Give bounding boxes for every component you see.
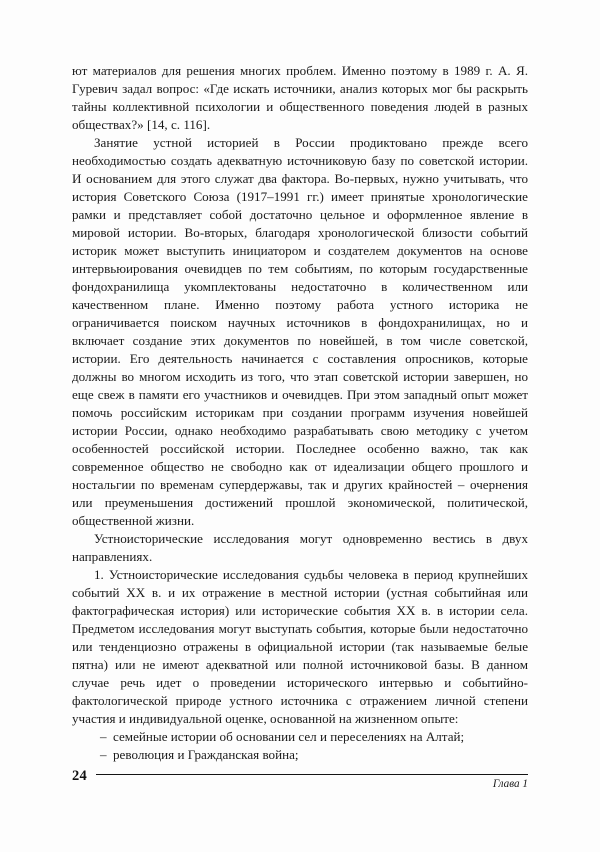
dash-marker-icon: – (100, 747, 107, 762)
list-item-label: революция и Гражданская война; (113, 747, 299, 762)
list-item (72, 746, 528, 764)
page-number: 24 (72, 768, 87, 784)
paragraph-1: ют материалов для решения многих проблем. Именно поэтому в 1989 г. А. Я. Гуревич задал вопрос: «Где искать источники, анализ которых мог бы раскрыть тайны коллективной психологии и общественного поведения людей в разных обществах?» [14, с. 116]. (72, 63, 528, 132)
page-footer (72, 768, 528, 808)
text-column (72, 62, 528, 764)
dash-marker-icon: – (100, 729, 107, 744)
paragraph-2: Занятие устной историей в России продиктовано прежде всего необходимостью создать адекватную источниковую базу по советской истории. И основанием для этого служат два фактора. Во-первых, нужно учитывать, что история Советского Союза (1917–1991 гг.) имеет принятые хронологические рамки и представляет собой достаточно цельное и оформленное явление в мировой истории. Во-вторых, благодаря хронологической близости событий историк может выступить инициатором и создателем документов на основе интервьюирования очевидцев по тем событиям, по которым государственные фондохранилища укомплектованы недостаточно в количественном или качественном плане. Именно поэтому работа устного историка не ограничивается поиском научных источников в фондохранилищах, но и включает создание этих документов по новейшей, в том числе советской, истории. Его деятельность начинается с составления опросников, которые должны во многом исходить из того, что этап советской истории завершен, но еще свеж в памяти его участников и очевидцев. При этом западный опыт может помочь российским историкам при создании программ изучения новейшей истории России, однако необходимо разрабатывать свою методику с учетом особенностей российской истории. Последнее особенно важно, так как современное общество не свободно как от идеализации общего прошлого и ностальгии по временам супердержавы, так и других крайностей – очернения или преуменьшения достижений прошлой экономической, политической, общественной жизни. (72, 135, 528, 528)
list-item (72, 728, 528, 746)
chapter-label: Глава 1 (492, 778, 528, 790)
paragraph-3: Устноисторические исследования могут одновременно вестись в двух направлениях. (72, 531, 528, 564)
footer-divider (96, 774, 528, 775)
list-item-label: семейные истории об основании сел и переселениях на Алтай; (113, 729, 465, 744)
paragraph-4: 1. Устноисторические исследования судьбы человека в период крупнейших событий XX в. и их отражение в местной истории (устная событийная или фактографическая история) или исторические события XX в. в истории села. Предметом исследования могут выступать события, которые были недостаточно или тенденциозно отражены в официальной истории (так называемые белые пятна) или не имеют адекватной или полной источниковой базы. В данном случае речь идет о проведении исторического интервью и событийно-фактологической природе устного источника с отражением личной степени участия и индивидуальной оценке, основанной на жизненном опыте: (72, 567, 528, 726)
dash-list (72, 728, 528, 764)
